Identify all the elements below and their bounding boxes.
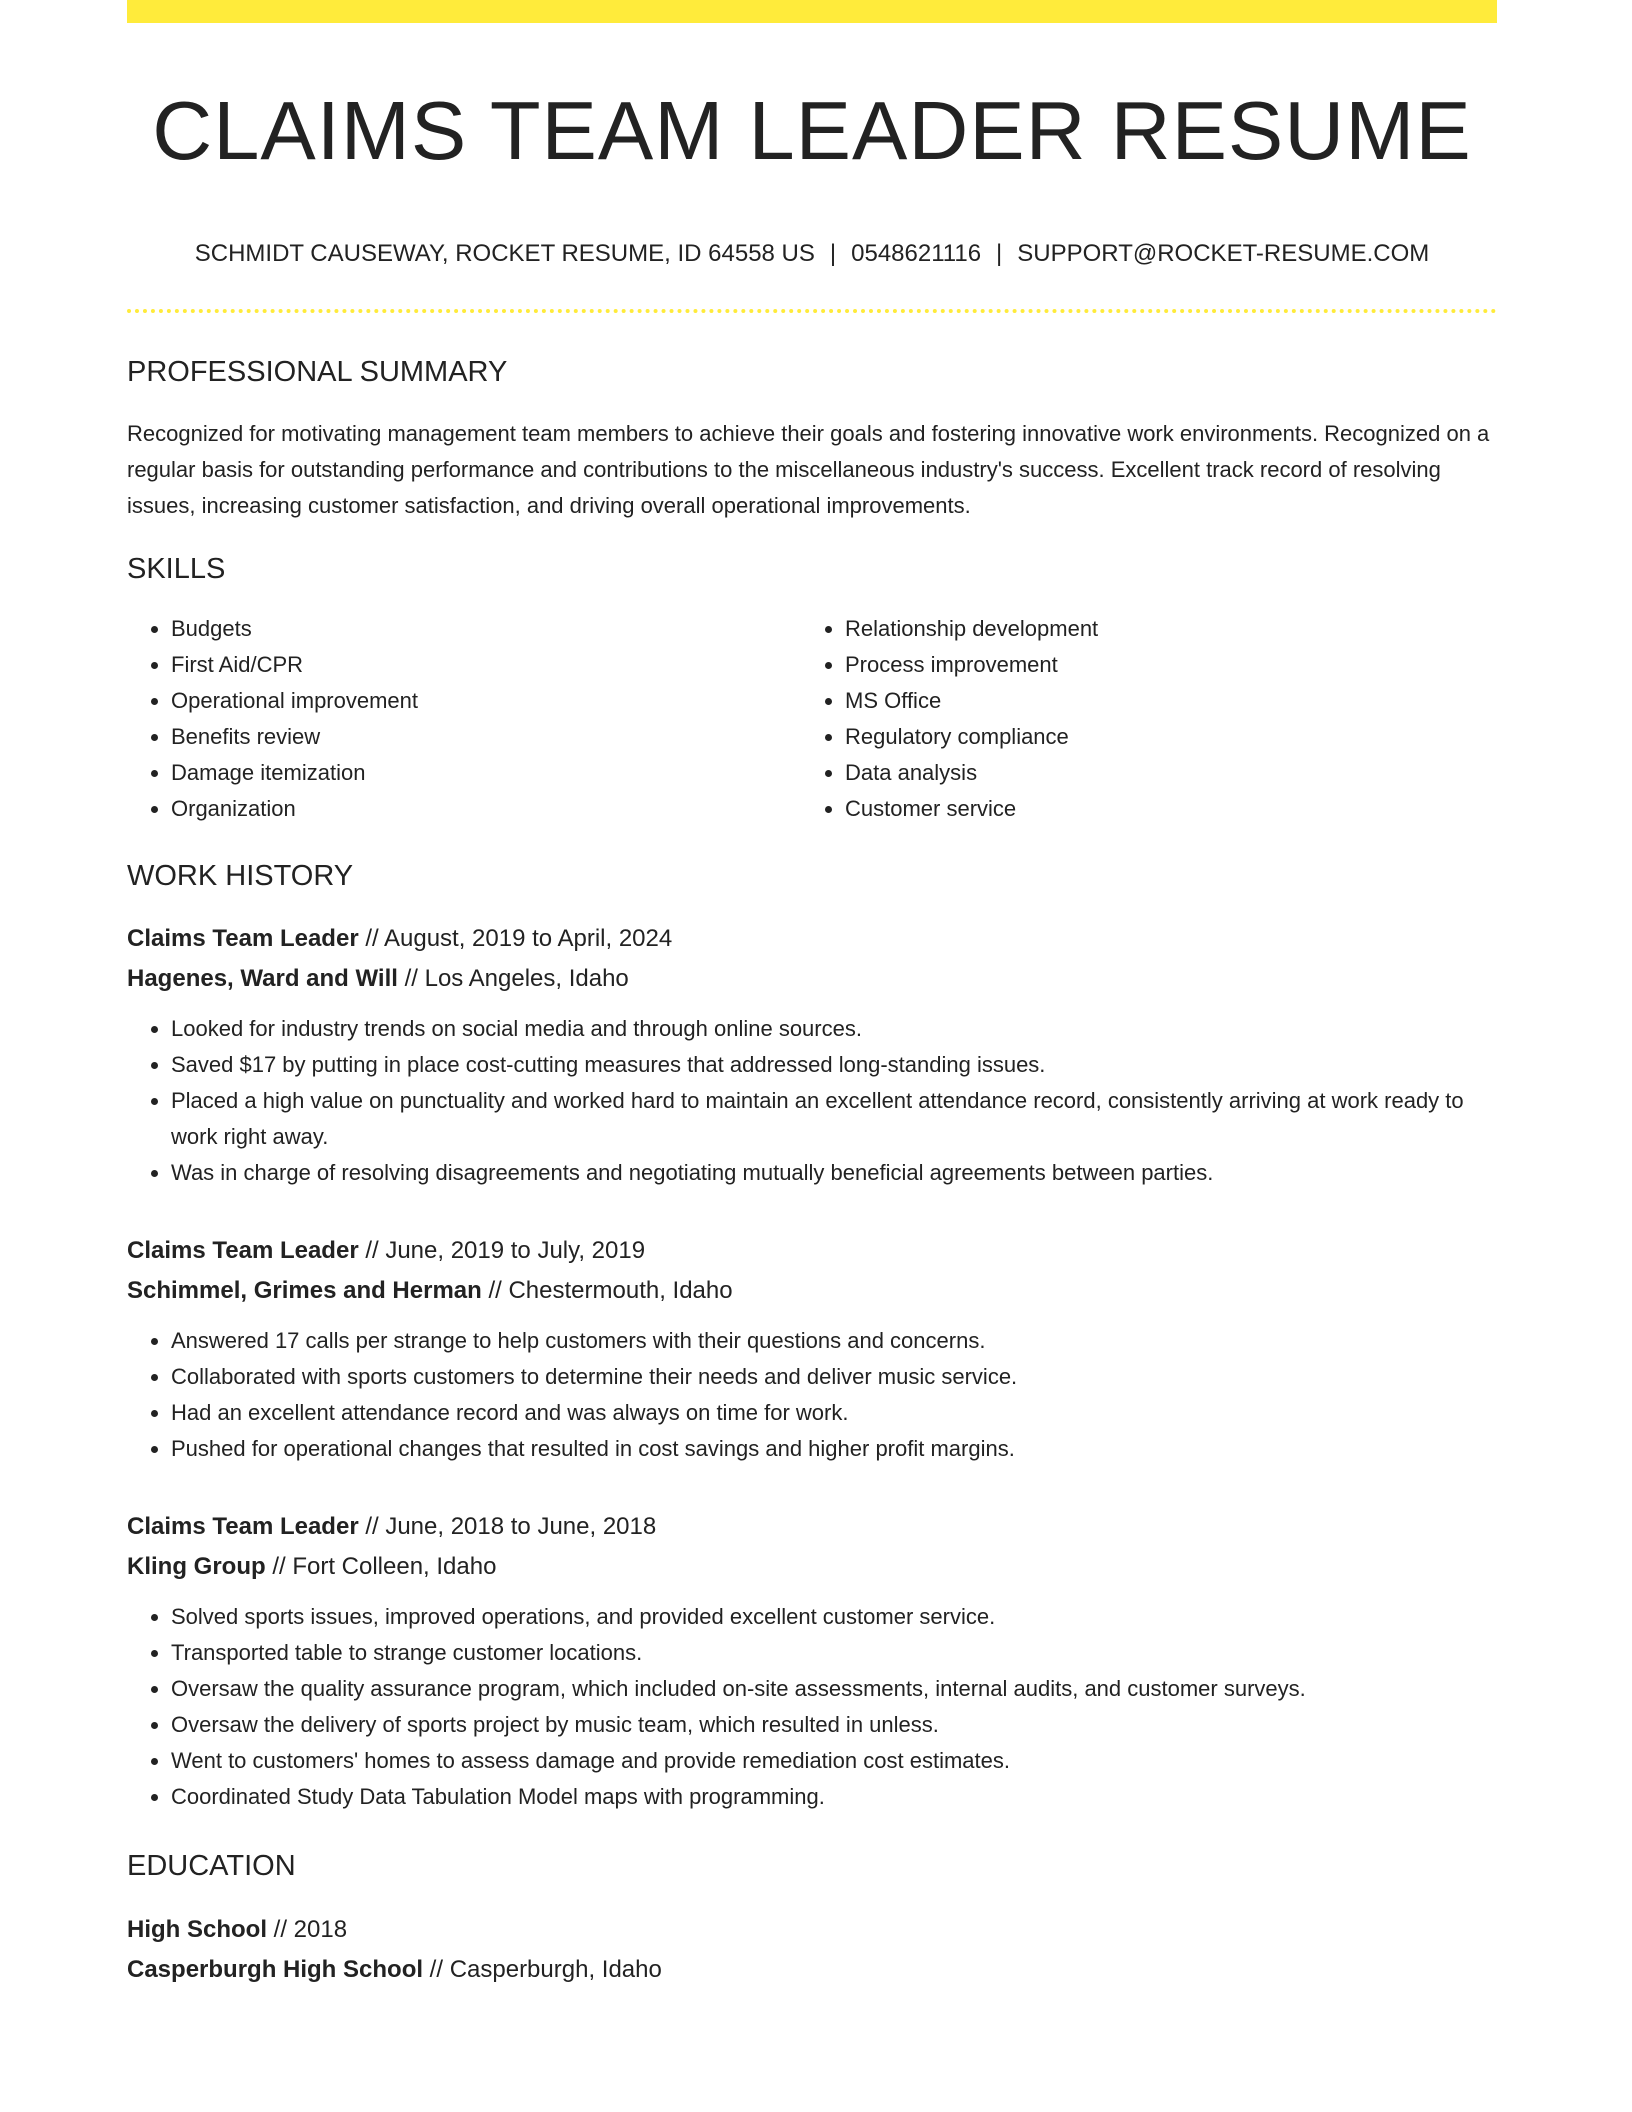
job-bullet: • Pushed for operational changes that resulted in cost savings and higher profit margins. <box>171 1431 1497 1467</box>
job-bullet: • Oversaw the quality assurance program, which included on-site assessments, internal audits, and customer surveys. <box>171 1671 1497 1707</box>
address: SCHMIDT CAUSEWAY, ROCKET RESUME, ID 64558 US <box>194 240 815 268</box>
job-bullet: • Coordinated Study Data Tabulation Model maps with programming. <box>171 1779 1497 1815</box>
skill-item: • Relationship development <box>845 611 1475 647</box>
skill-item: • Process improvement <box>845 647 1475 683</box>
job-entry <box>127 1231 1497 1467</box>
skill-item: • Customer service <box>845 791 1475 827</box>
job-bullet: • Transported table to strange customer locations. <box>171 1635 1497 1671</box>
skill-item: • Budgets <box>171 611 801 647</box>
job-title-line <box>127 1507 1497 1547</box>
job-title: Claims Team Leader <box>127 925 359 953</box>
skill-item: • Benefits review <box>171 719 801 755</box>
job-bullet: • Went to customers' homes to assess damage and provide remediation cost estimates. <box>171 1743 1497 1779</box>
phone: 0548621116 <box>851 240 982 268</box>
skill-item: • Damage itemization <box>171 755 801 791</box>
skills-column-right <box>801 611 1475 827</box>
dotted-divider <box>127 309 1497 313</box>
job-dates: // June, 2019 to July, 2019 <box>358 1237 646 1265</box>
skill-item: • Regulatory compliance <box>845 719 1475 755</box>
summary-text: Recognized for motivating management team members to achieve their goals and fostering innovative work environments. Recognized on a regular basis for outstanding performance and contributions to the miscellaneous industry's success. Excellent track record of resolving issues, increasing customer satisfaction, and driving overall operational improvements. <box>127 420 1490 518</box>
job-title: Claims Team Leader <box>127 1513 359 1541</box>
job-bullets <box>127 1323 1497 1467</box>
skills-column-left <box>127 611 801 827</box>
job-company: Hagenes, Ward and Will <box>127 965 398 993</box>
summary-heading: PROFESSIONAL SUMMARY <box>127 356 508 389</box>
skill-item: • Organization <box>171 791 801 827</box>
job-bullet: • Collaborated with sports customers to determine their needs and deliver music service. <box>171 1359 1497 1395</box>
job-bullets <box>127 1011 1497 1191</box>
job-bullet: • Answered 17 calls per strange to help customers with their questions and concerns. <box>171 1323 1497 1359</box>
contact-line <box>127 240 1497 269</box>
school-name: Casperburgh High School <box>127 1956 424 1984</box>
job-bullet: • Had an excellent attendance record and was always on time for work. <box>171 1395 1497 1431</box>
page-title: CLAIMS TEAM LEADER RESUME <box>152 84 1472 177</box>
work-history-heading: WORK HISTORY <box>127 859 354 892</box>
skill-item: • Operational improvement <box>171 683 801 719</box>
degree-line <box>127 1910 1497 1950</box>
skills-list <box>127 611 1497 827</box>
email: SUPPORT@ROCKET-RESUME.COM <box>1017 240 1430 268</box>
job-company-line <box>127 959 1497 999</box>
job-bullet: • Looked for industry trends on social media and through online sources. <box>171 1011 1497 1047</box>
separator: | <box>996 240 1003 268</box>
job-title-line <box>127 1231 1497 1271</box>
education-year: // 2018 <box>267 1916 348 1944</box>
job-title: Claims Team Leader <box>127 1237 359 1265</box>
school-location: // Casperburgh, Idaho <box>423 1956 662 1984</box>
education-heading: EDUCATION <box>127 1850 296 1883</box>
job-dates: // June, 2018 to June, 2018 <box>358 1513 657 1541</box>
job-bullet: • Solved sports issues, improved operations, and provided excellent customer service. <box>171 1599 1497 1635</box>
job-bullet: • Placed a high value on punctuality and worked hard to maintain an excellent attendance record, consistently arriving at work ready to work right away. <box>171 1083 1497 1155</box>
skill-item: • MS Office <box>845 683 1475 719</box>
job-company-line <box>127 1547 1497 1587</box>
job-bullets <box>127 1599 1497 1815</box>
job-company-line <box>127 1271 1497 1311</box>
job-entry <box>127 919 1497 1191</box>
job-bullet: • Oversaw the delivery of sports project by music team, which resulted in unless. <box>171 1707 1497 1743</box>
separator: | <box>829 240 837 268</box>
job-entry <box>127 1507 1497 1815</box>
skills-heading: SKILLS <box>127 552 226 585</box>
accent-bar <box>127 0 1497 23</box>
job-bullet: • Was in charge of resolving disagreements and negotiating mutually beneficial agreements between parties. <box>171 1155 1497 1191</box>
skill-item: • Data analysis <box>845 755 1475 791</box>
school-line <box>127 1950 1497 1990</box>
job-title-line <box>127 919 1497 959</box>
resume-page <box>127 0 1497 1990</box>
job-location: // Fort Colleen, Idaho <box>265 1553 497 1581</box>
degree: High School <box>127 1916 267 1944</box>
job-location: // Los Angeles, Idaho <box>397 965 629 993</box>
job-company: Schimmel, Grimes and Herman <box>127 1277 482 1305</box>
skill-item: • First Aid/CPR <box>171 647 801 683</box>
job-company: Kling Group <box>127 1553 266 1581</box>
education-entry <box>127 1910 1497 1990</box>
job-location: // Chestermouth, Idaho <box>481 1277 733 1305</box>
job-dates: // August, 2019 to April, 2024 <box>358 925 673 953</box>
job-bullet: • Saved $17 by putting in place cost-cutting measures that addressed long-standing issues. <box>171 1047 1497 1083</box>
